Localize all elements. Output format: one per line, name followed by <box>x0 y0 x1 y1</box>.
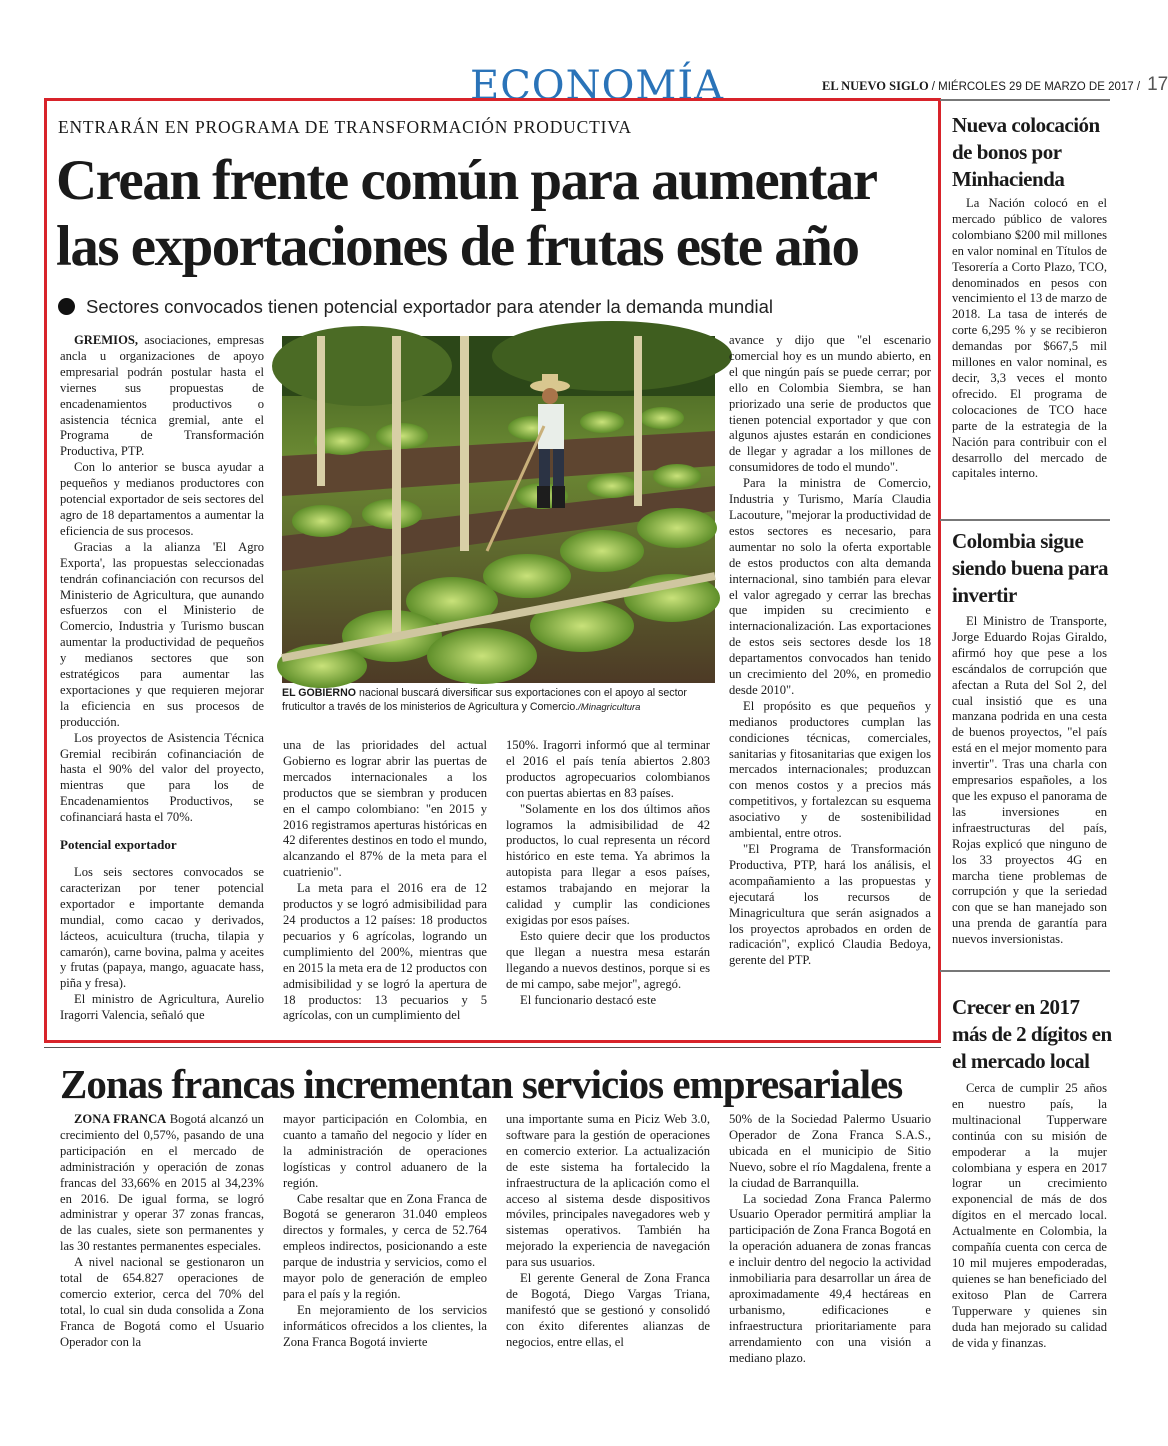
rail-rule <box>940 970 1110 972</box>
rail-rule <box>940 519 1110 521</box>
bullet-dot-icon <box>58 298 75 315</box>
paragraph: Gracias a la alianza 'El Agro Exporta', las propuestas seleccionadas tendrán cofinanciación con recursos del Ministerio de Agricultura, que aunando esfuerzos con el Ministerio de Comercio, Industria y Turismo buscan aumentar la productividad de pequeños y medianos sectores que son estratégicos para aumentar las exportaciones y que requieren mejorar la eficiencia en sus procesos de producción. <box>60 539 264 729</box>
rail-headline-growth: Crecer en 2017 más de 2 dígitos en el mercado local <box>952 995 1112 1073</box>
rail-headline-bonds: Nueva colocación de bonos por Minhacienda <box>952 113 1100 191</box>
subhead: Potencial exportador <box>60 837 177 853</box>
paragraph: Los proyectos de Asistencia Técnica Gremial recibirán cofinanciación de hasta el 90% del valor del proyecto, mientras que para los de Encadenamientos Productivos, se cofinanciará hasta el 70%. <box>60 730 264 825</box>
paragraph: Con lo anterior se busca ayudar a pequeños y medianos productores con potencial exportador de seis sectores del agro de 18 departamentos a aumentar la eficiencia de sus procesos. <box>60 460 264 538</box>
paragraph: "El Programa de Transformación Productiva, PTP, hará los análisis, el acompañamiento a las propuestas y ejecutará los recursos de Minagricultura que serán asignados a los proyectos aprobados en orden de radicación", explicó Claudia Bedoya, gerente del PTP. <box>729 842 931 968</box>
masthead-info <box>822 74 1168 96</box>
rail-story-invest <box>952 614 1107 948</box>
bottom-column-1 <box>60 1112 264 1351</box>
lead-word: ZONA FRANCA <box>74 1112 167 1126</box>
issue-date: / MIÉRCOLES 29 DE MARZO DE 2017 / <box>931 81 1141 93</box>
rail-story-growth <box>952 1081 1107 1351</box>
farm-photo <box>282 336 715 683</box>
paragraph: una importante suma en Piciz Web 3.0, software para la gestión de operaciones en comercio exterior. La actualización de este sistema ha fortalecido la infraestructura de la aplicación como el acceso al sistema desde dispositivos móviles, principales navegadores web y sistemas operativos. También ha mejorado la experiencia de navegación para sus usuarios. <box>506 1112 710 1270</box>
section-divider <box>44 1047 941 1048</box>
bottom-headline: Zonas francas incrementan servicios empresariales <box>60 1061 903 1107</box>
paragraph: El gerente General de Zona Franca de Bogotá, Diego Vargas Triana, manifestó que se gestionó y consolidó con éxito diferentes alianzas de negocios, entre ellas, el <box>506 1271 710 1349</box>
paragraph: una de las prioridades del actual Gobierno es lograr abrir las puertas de mercados internacionales a los productos que se siembran y producen en el campo colombiano: "en 2015 y 2016 registramos aperturas históricas en 42 diferentes destinos en todo el mundo, alcanzando el 87% de la meta para el cuatrienio". <box>283 738 487 880</box>
headline-line: Crean frente común para aumentar <box>56 149 877 212</box>
paragraph: Bogotá alcanzó un crecimiento del 0,57%, pasando de una participación en el mercado de administración y operación de zonas francas del 33,66% en 2015 al 34,23% en 2016. De igual forma, se logró administrar y operar 37 zonas francas, de las cuales, siete son permanentes y las 30 restantes permanentes especiales. <box>60 1112 264 1254</box>
paragraph: El funcionario destacó este <box>520 992 657 1007</box>
paragraph: asociaciones, empresas ancla u organizaciones de apoyo empresarial podrán postular hasta el viernes sus propuestas de encadenamientos productivos o asistencia técnica gremial, ante el Programa de Transformación Productiva, PTP. <box>60 333 264 459</box>
page-number: 17 <box>1147 74 1168 95</box>
caption-lead: EL GOBIERNO <box>282 687 356 699</box>
headline <box>56 148 936 280</box>
paragraph: avance y dijo que "el escenario comercial hoy es un mundo abierto, en el que ningún país se puede cerrar; por ello en Colombia Siembra, se han priorizado una serie de productos que tienen potencial exportador y que con algunos ajustes estarán en condiciones de llegar y agradar a los millones de consumidores de todo el mundo". <box>729 333 931 475</box>
photo-caption <box>282 687 715 714</box>
paragraph: El ministro de Agricultura, Aurelio Iragorri Valencia, señaló que <box>60 992 264 1023</box>
feature-column-3 <box>506 738 710 1008</box>
feature-column-1 <box>60 333 264 1024</box>
paragraph: La Nación colocó en el mercado público de valores colombiano $200 mil millones en valor nominal en Títulos de Tesorería a Corto Plazo, TCO, denominados en pesos con vencimiento el 13 de marzo de 2018. La tasa de interés de corte 6,295 % y se recibieron demandas por $667,5 mil millones en valor nominal, es decir, 3,3 veces el monto ofrecido. El programa de colocaciones de TCO hace parte de la estrategia de la Nación para contribuir con el desarrollo del mercado de capitales interno. <box>952 196 1107 481</box>
paragraph: La meta para el 2016 era de 12 productos y se logró admisibilidad para 24 productos a 12 países: 18 productos pecuarios y 6 agrícolas, logrando un cumplimiento del 200%, mientras que en 2015 la meta era de 12 productos con admisibilidad y se logró la apertura de 18 productos: 13 pecuarios y 5 agrícolas, con un cumplimiento del <box>283 881 487 1023</box>
deck <box>58 296 773 318</box>
section-title: ECONOMÍA <box>470 63 725 109</box>
caption-text: nacional buscará diversificar sus exportaciones con el apoyo al sector fruticultor a través de los ministerios de Agricultura y Comercio. <box>282 687 687 713</box>
rail-story-bonds <box>952 196 1107 482</box>
feature-column-2 <box>283 738 487 1024</box>
paragraph: "Solamente en los dos últimos años logramos la admisibilidad de 42 productos, lo cual representa un récord histórico en este tema. Ya abrimos la autopista para llegar a esos países, estamos trabajando en mejorar la calidad y cumplir las condiciones exigidas por esos países. <box>506 801 710 927</box>
paragraph: 50% de la Sociedad Palermo Usuario Operador de Zona Franca S.A.S., ubicada en el municipio de Sitio Nuevo, sobre el río Magdalena, frente a la ciudad de Barranquilla. <box>729 1112 931 1190</box>
headline-line: las exportaciones de frutas este año <box>56 215 859 278</box>
kicker: ENTRARÁN EN PROGRAMA DE TRANSFORMACIÓN PRODUCTIVA <box>58 117 632 137</box>
publication-name: EL NUEVO SIGLO <box>822 79 929 93</box>
farm-photo-illustration <box>282 336 715 683</box>
paragraph: A nivel nacional se gestionaron un total de 654.827 operaciones de comercio exterior, cerca del 70% del total, lo cual sin duda consolida a Zona Franca de Bogotá como el Usuario Operador con la <box>60 1255 264 1349</box>
paragraph: La sociedad Zona Franca Palermo Usuario Operador permitirá ampliar la participación de Zona Franca Bogotá en la operación aduanera de zonas francas e incluir dentro del negocio la actividad inmobiliaria para desarrollar un área de aproximadamente 49,4 hectáreas en urbanismo, edificaciones e infraestructura prioritariamente para arrendamiento con una visión a mediano plazo. <box>729 1191 931 1365</box>
bottom-column-3 <box>506 1112 710 1351</box>
bottom-column-4 <box>729 1112 931 1367</box>
paragraph: Cerca de cumplir 25 años en nuestro país, la multinacional Tupperware continúa con su misión de empoderar a la mujer colombiana y espera en 2017 lograr un crecimiento exponencial de más de dos dígitos en el mercado local. Actualmente en Colombia, la compañía cuenta con cerca de 10 mil mujeres empoderadas, quienes se han beneficiado del exitoso Plan de Carrera Tupperware y quienes sin duda han mejorado su calidad de vida y finanzas. <box>952 1081 1107 1350</box>
photo-credit: /Minagricultura <box>578 701 641 713</box>
paragraph: Cabe resaltar que en Zona Franca de Bogotá se generaron 31.040 empleos directos y formales, y cerca de 52.764 empleos indirectos, posicionando a este parque de industria y servicios, como el mayor polo de generación de empleo para el país y la región. <box>283 1191 487 1301</box>
paragraph: El Ministro de Transporte, Jorge Eduardo Rojas Giraldo, afirmó hoy que pese a los escándalos de corrupción que afectan a Ruta del Sol 2, del cual insistió que es una manzana podrida en una cesta de buenos proyectos, "el país está en el mejor momento para invertir". Tras una charla con empresarios españoles, a los que les expuso el panorama de las inversiones en infraestructuras del país, Rojas explicó que ninguno de los 33 proyectos 4G en marcha tiene problemas de corrupción y que la seriedad con que se han manejado son una prenda de garantía para nuevos inversionistas. <box>952 614 1107 947</box>
paragraph: mayor participación en Colombia, en cuanto a tamaño del negocio y líder en la administración de operaciones logísticas y control aduanero de la región. <box>283 1112 487 1190</box>
deck-text: Sectores convocados tienen potencial exportador para atender la demanda mundial <box>86 296 774 317</box>
rail-rule <box>940 99 1110 101</box>
feature-column-4 <box>729 333 931 969</box>
paragraph: 150%. Iragorri informó que al terminar el 2016 el país tenía abiertos 2.803 productos agropecuarios colombianos con puertas abiertas en 83 países. <box>506 738 710 800</box>
paragraph: Para la ministra de Comercio, Industria y Turismo, María Claudia Lacouture, "mejorar la productividad de estos sectores es necesario, para aumentar no solo la oferta exportable de estos productos con alta demanda internacional, sino también para elevar el valor agregado y cerrar las brechas que impiden su crecimiento e internacionalización. Las exportaciones de estos seis sectores desde los 18 departamentos convocados han tenido un crecimiento del 20%, en promedio desde 2010". <box>729 476 932 697</box>
paragraph: Esto quiere decir que los productos que llegan a nuestra mesa estarán llegando a nuevos destinos, porque si es de mi campo, sabe mejor", agregó. <box>506 928 710 991</box>
paragraph: El propósito es que pequeños y medianos productores cumplan las condiciones técnicas, comerciales, sanitarias y fitosanitarias que exigen los mercados internacionales; produzcan con menos costos y a precios más competitivos, y fortalezcan su esquema asociativo y de sostenibilidad ambiental, entre otros. <box>729 698 931 841</box>
bottom-column-2 <box>283 1112 487 1351</box>
paragraph: En mejoramiento de los servicios informáticos ofrecidos a los clientes, la Zona Franca Bogotá invierte <box>283 1302 487 1349</box>
rail-headline-invest: Colombia sigue siendo buena para invertir <box>952 529 1109 607</box>
lead-word: GREMIOS, <box>74 333 139 347</box>
paragraph: Los seis sectores convocados se caracterizan por tener potencial exportador e importante demanda mundial, como cacao y derivados, lácteos, acuicultura (trucha, tilapia y camarón), carne bovina, palma y aceites y frutas (papaya, mango, aguacate hass, piña y fresa). <box>60 865 264 991</box>
